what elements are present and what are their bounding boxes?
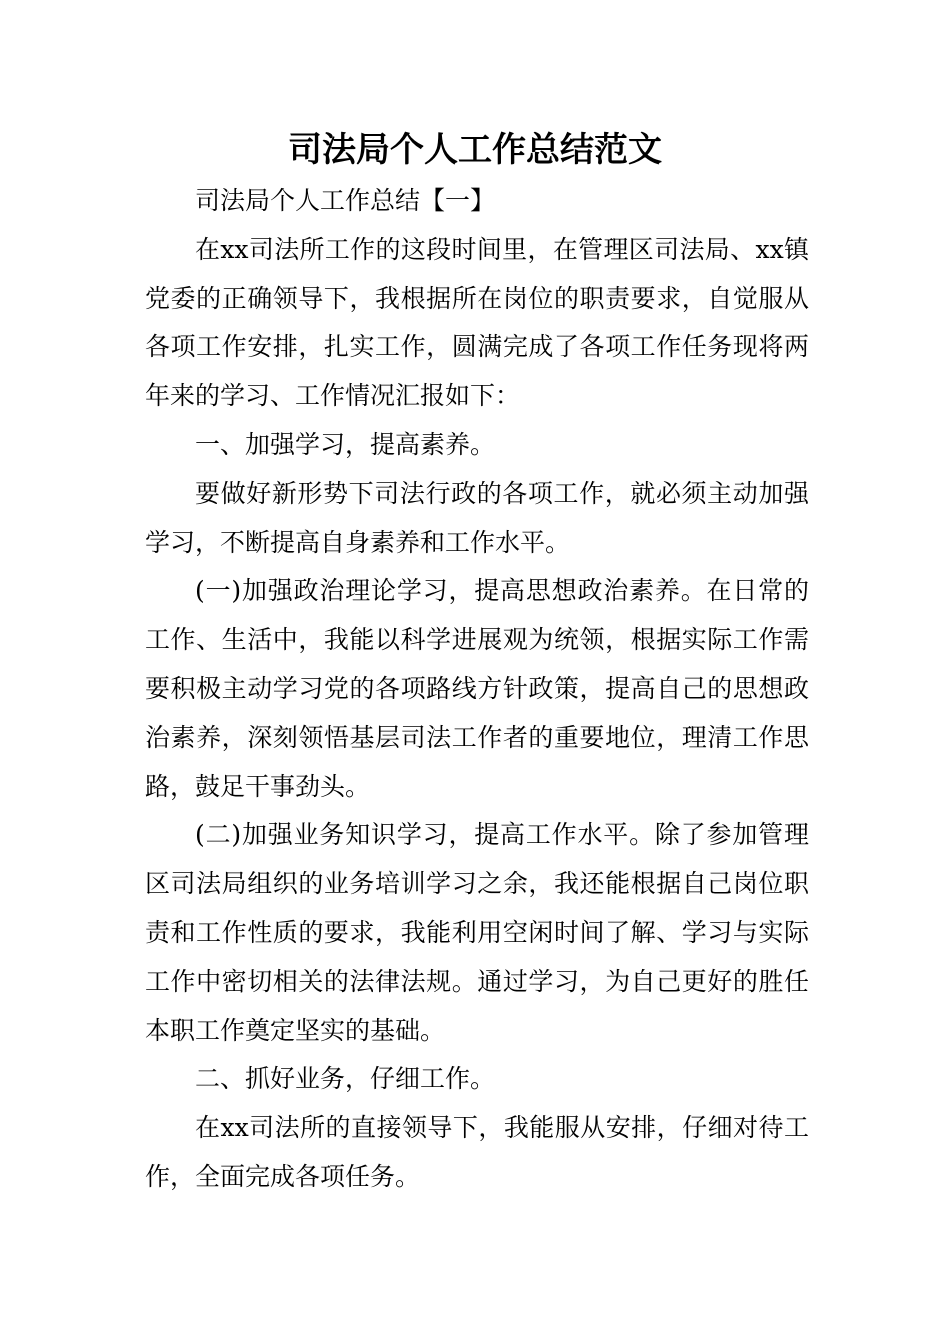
paragraph: 要做好新形势下司法行政的各项工作，就必须主动加强学习，不断提高自身素养和工作水平。 xyxy=(145,478,809,557)
paragraph: (二)加强业务知识学习，提高工作水平。除了参加管理区司法局组织的业务培训学习之余，我还能根据自己岗位职责和工作性质的要求，我能利用空闲时间了解、学习与实际工作中密切相关的法律法规。通过学习，为自己更好的胜任本职工作奠定坚实的基础。 xyxy=(145,820,809,1045)
paragraph: 在xx司法所的直接领导下，我能服从安排，仔细对待工作，全面完成各项任务。 xyxy=(145,1113,809,1191)
section-heading: 司法局个人工作总结【一】 xyxy=(195,186,496,215)
document-title: 司法局个人工作总结范文 xyxy=(288,130,662,170)
section-heading: 一、加强学习，提高素养。 xyxy=(195,429,496,459)
paragraph: 在xx司法所工作的这段时间里，在管理区司法局、xx镇党委的正确领导下，我根据所在岗位的职责要求，自觉服从各项工作安排，扎实工作，圆满完成了各项工作任务现将两年来的学习、工作情况汇报如下： xyxy=(145,234,809,411)
document-body xyxy=(145,177,809,1202)
section-heading: 二、抓好业务，仔细工作。 xyxy=(195,1064,496,1094)
paragraph: (一)加强政治理论学习，提高思想政治素养。在日常的工作、生活中，我能以科学进展观为统领，根据实际工作需要积极主动学习党的各项路线方针政策，提高自己的思想政治素养，深刻领悟基层司法工作者的重要地位，理清工作思路，鼓足干事劲头。 xyxy=(145,576,809,801)
